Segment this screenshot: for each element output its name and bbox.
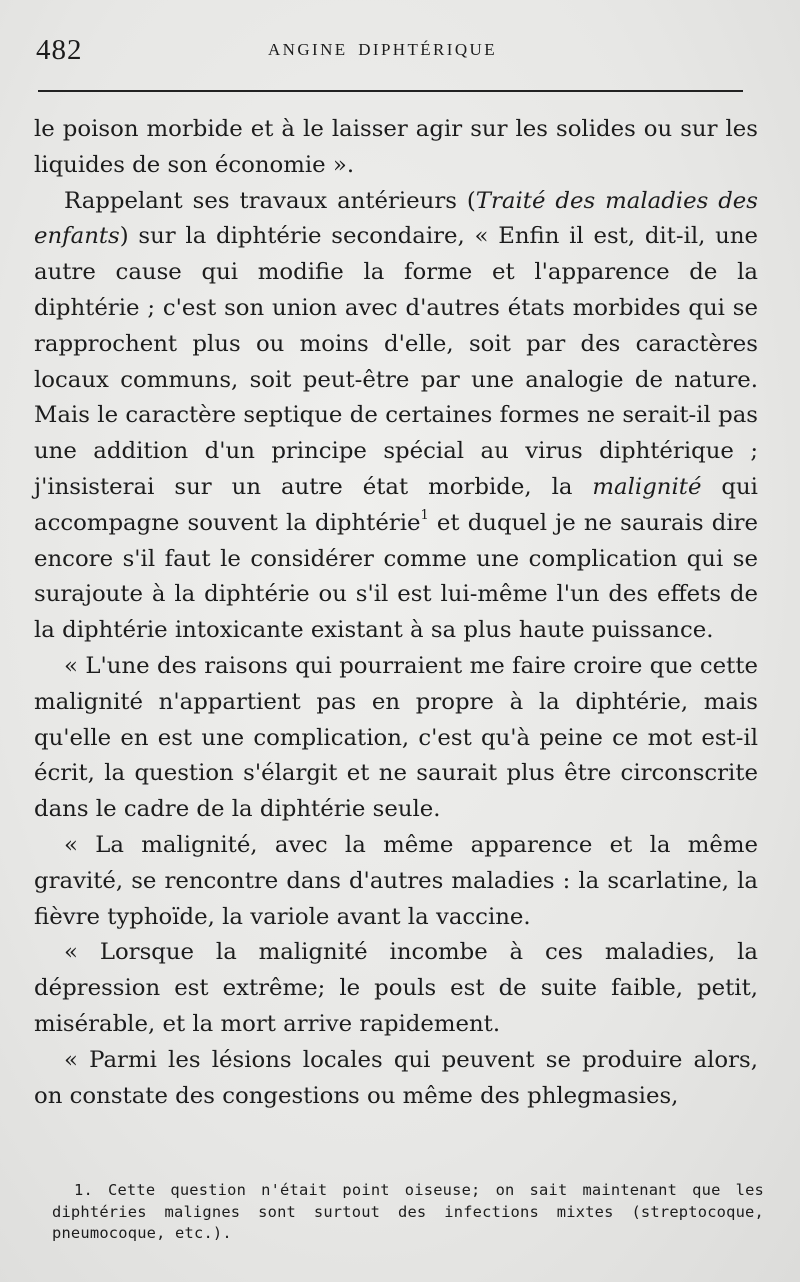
paragraph: « L'une des raisons qui pourraient me faire croire que cette malignité n'appartient pas en propre à la diphtérie, mais qu'elle en est une complication, c'est qu'à peine ce mot est-il écrit, la question s'élargit et ne saurait plus être circonscrite dans le cadre de la diphtérie seule. [34, 652, 758, 823]
page-number: 482 [36, 34, 83, 66]
paragraph: « La malignité, avec la même apparence et la même gravité, se rencontre dans d'autres maladies : la scarlatine, la fièvre typhoïde, la variole avant la vaccine. [34, 831, 758, 930]
paragraph: « Parmi les lésions locales qui peuvent se produire alors, on constate des congestions ou même des phlegmasies, [34, 1046, 758, 1109]
paragraph: « Lorsque la malignité incombe à ces maladies, la dépression est extrême; le pouls est de suite faible, petit, misérable, et la mort arrive rapidement. [34, 939, 758, 1037]
footnote-reference: 1 [420, 508, 429, 524]
text-run: et duquel je ne saurais dire encore s'il faut le considérer comme une complication qui se surajoute à la diphtérie ou s'il est lui-même l'un des effets de la diphtérie intoxicante existant à sa plus haute puissance. [34, 509, 758, 644]
text-run: qui accompagne souvent la diphtérie [34, 473, 758, 536]
book-title: Traité des maladies des enfants [34, 187, 759, 250]
paragraph [34, 184, 758, 649]
emphasized-term: malignité [592, 473, 702, 500]
footnote-text: 1. Cette question n'était point oiseuse; on sait maintenant que les diphtéries malignes sont surtout des infections mixtes (streptocoque, pneumocoque, etc.). [52, 1181, 764, 1242]
text-run: Rappelant ses travaux antérieurs ( [64, 187, 476, 214]
text-run: ) sur la diphtérie secondaire, « Enfin il est, dit-il, une autre cause qui modifie la forme et l'apparence de la diphtérie ; c'est son union avec d'autres états morbides qui se rapprochent plus ou moins d'elle, soit par des caractères locaux communs, soit peut-être par une analogie de nature. Mais le caractère septique de certaines formes ne serait-il pas une addition d'un principe spécial au virus diphtérique ; j'insisterai sur un autre état morbide, la [34, 223, 758, 500]
main-text [34, 112, 758, 1114]
footnote [52, 1180, 764, 1245]
paragraph-continued: le poison morbide et à le laisser agir sur les solides ou sur les liquides de son économie ». [34, 116, 758, 178]
running-head: ANGINE DIPHTÉRIQUE [268, 40, 497, 59]
header-rule [38, 90, 743, 92]
